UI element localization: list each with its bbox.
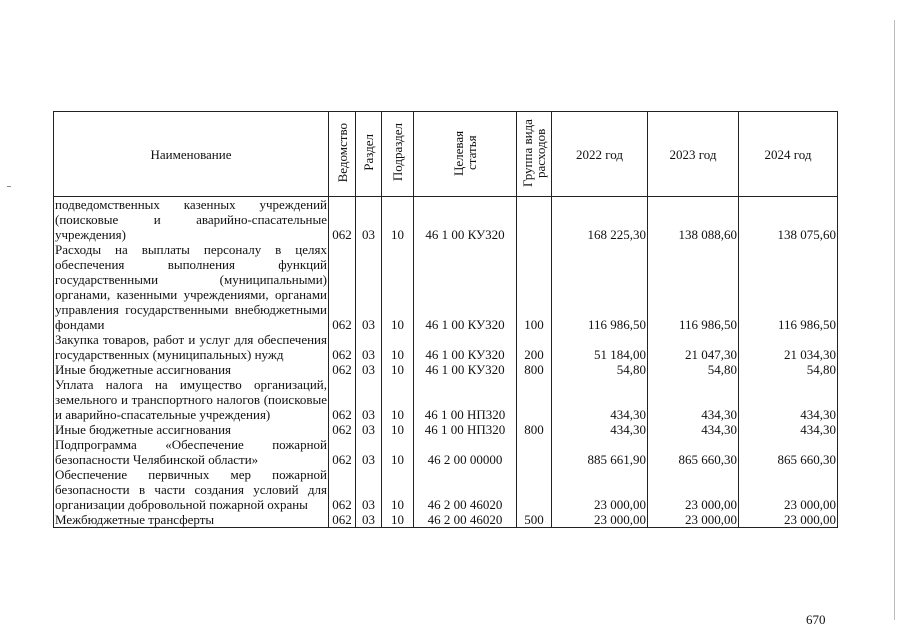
header-year-2023: 2023 год [648,112,739,197]
row-value-2022: 434,30 [552,422,648,437]
row-expense-group [517,197,552,243]
row-subsection: 10 [382,437,414,467]
row-value-2022: 116 986,50 [552,242,648,332]
row-value-2024: 23 000,00 [739,467,838,512]
table-row [54,362,838,377]
table-row [54,467,838,512]
page-number: 670 [806,612,826,627]
row-section: 03 [356,437,382,467]
row-target-article: 46 1 00 КУ320 [414,242,517,332]
header-department: Ведомство [329,112,356,197]
row-name: Закупка товаров, работ и услуг для обеспечения государственных (муниципальных) нужд [55,332,327,362]
header-expense-group: Группа вида расходов [517,112,552,197]
header-target-article: Целевая статья [414,112,517,197]
row-section: 03 [356,332,382,362]
table-row [54,422,838,437]
row-expense-group [517,467,552,512]
row-value-2023: 23 000,00 [648,467,739,512]
row-section: 03 [356,242,382,332]
row-target-article: 46 1 00 НП320 [414,422,517,437]
header-year-2024: 2024 год [739,112,838,197]
table-row [54,332,838,362]
row-value-2023: 865 660,30 [648,437,739,467]
page-edge-line [894,20,895,620]
row-value-2024: 865 660,30 [739,437,838,467]
row-value-2024: 54,80 [739,362,838,377]
row-value-2024: 434,30 [739,377,838,422]
row-value-2022: 434,30 [552,377,648,422]
row-value-2023: 23 000,00 [648,512,739,528]
row-subsection: 10 [382,332,414,362]
row-name: Иные бюджетные ассигнования [54,422,329,437]
row-section: 03 [356,362,382,377]
header-name: Наименование [54,112,329,197]
row-target-article: 46 1 00 КУ320 [414,332,517,362]
row-subsection: 10 [382,422,414,437]
row-value-2023: 21 047,30 [648,332,739,362]
row-subsection: 10 [382,242,414,332]
row-section: 03 [356,197,382,243]
table-row [54,437,838,467]
row-value-2022: 23 000,00 [552,512,648,528]
row-expense-group [517,437,552,467]
row-target-article: 46 1 00 НП320 [414,377,517,422]
row-value-2024: 21 034,30 [739,332,838,362]
row-value-2024: 434,30 [739,422,838,437]
row-department: 062 [329,512,356,528]
row-department: 062 [329,467,356,512]
row-name: Межбюджетные трансферты [54,512,329,528]
row-name: подведомственных казенных учреждений (поисковые и аварийно-спасательные учреждения) [55,197,327,242]
table-row [54,197,838,243]
row-name: Уплата налога на имущество организаций, земельного и транспортного налогов (поисковые и аварийно-спасательные учреждения) [55,377,327,422]
row-section: 03 [356,512,382,528]
row-value-2022: 51 184,00 [552,332,648,362]
row-department: 062 [329,422,356,437]
row-target-article: 46 1 00 КУ320 [414,362,517,377]
row-department: 062 [329,437,356,467]
row-department: 062 [329,362,356,377]
row-subsection: 10 [382,197,414,243]
row-target-article: 46 2 00 00000 [414,437,517,467]
row-section: 03 [356,377,382,422]
row-expense-group: 800 [517,422,552,437]
row-department: 062 [329,242,356,332]
row-value-2022: 23 000,00 [552,467,648,512]
table-row [54,242,838,332]
row-subsection: 10 [382,362,414,377]
row-value-2024: 138 075,60 [739,197,838,243]
row-value-2024: 116 986,50 [739,242,838,332]
row-value-2022: 885 661,90 [552,437,648,467]
row-department: 062 [329,377,356,422]
row-subsection: 10 [382,467,414,512]
row-target-article: 46 2 00 46020 [414,467,517,512]
row-value-2023: 138 088,60 [648,197,739,243]
row-value-2022: 54,80 [552,362,648,377]
header-year-2022: 2022 год [552,112,648,197]
budget-table [53,111,838,528]
row-expense-group: 800 [517,362,552,377]
row-value-2023: 116 986,50 [648,242,739,332]
row-value-2024: 23 000,00 [739,512,838,528]
table-row [54,377,838,422]
table-row [54,512,838,528]
row-department: 062 [329,197,356,243]
row-value-2023: 54,80 [648,362,739,377]
row-subsection: 10 [382,377,414,422]
row-value-2023: 434,30 [648,377,739,422]
margin-mark [7,186,11,187]
row-target-article: 46 1 00 КУ320 [414,197,517,243]
row-section: 03 [356,422,382,437]
row-value-2022: 168 225,30 [552,197,648,243]
row-expense-group: 200 [517,332,552,362]
row-subsection: 10 [382,512,414,528]
row-target-article: 46 2 00 46020 [414,512,517,528]
row-name: Подпрограмма «Обеспечение пожарной безопасности Челябинской области» [55,437,327,467]
row-name: Обеспечение первичных мер пожарной безопасности в части создания условий для организации добровольной пожарной охраны [55,467,327,512]
row-expense-group: 100 [517,242,552,332]
row-expense-group [517,377,552,422]
row-department: 062 [329,332,356,362]
row-expense-group: 500 [517,512,552,528]
table-header-row [54,112,838,197]
row-name: Расходы на выплаты персоналу в целях обеспечения выполнения функций государственными (муниципальными) органами, казенными учреждениями, органами управления государственными внебюджетными фондами [55,242,327,332]
header-section: Раздел [356,112,382,197]
header-subsection: Подраздел [382,112,414,197]
row-value-2023: 434,30 [648,422,739,437]
row-section: 03 [356,467,382,512]
row-name: Иные бюджетные ассигнования [54,362,329,377]
